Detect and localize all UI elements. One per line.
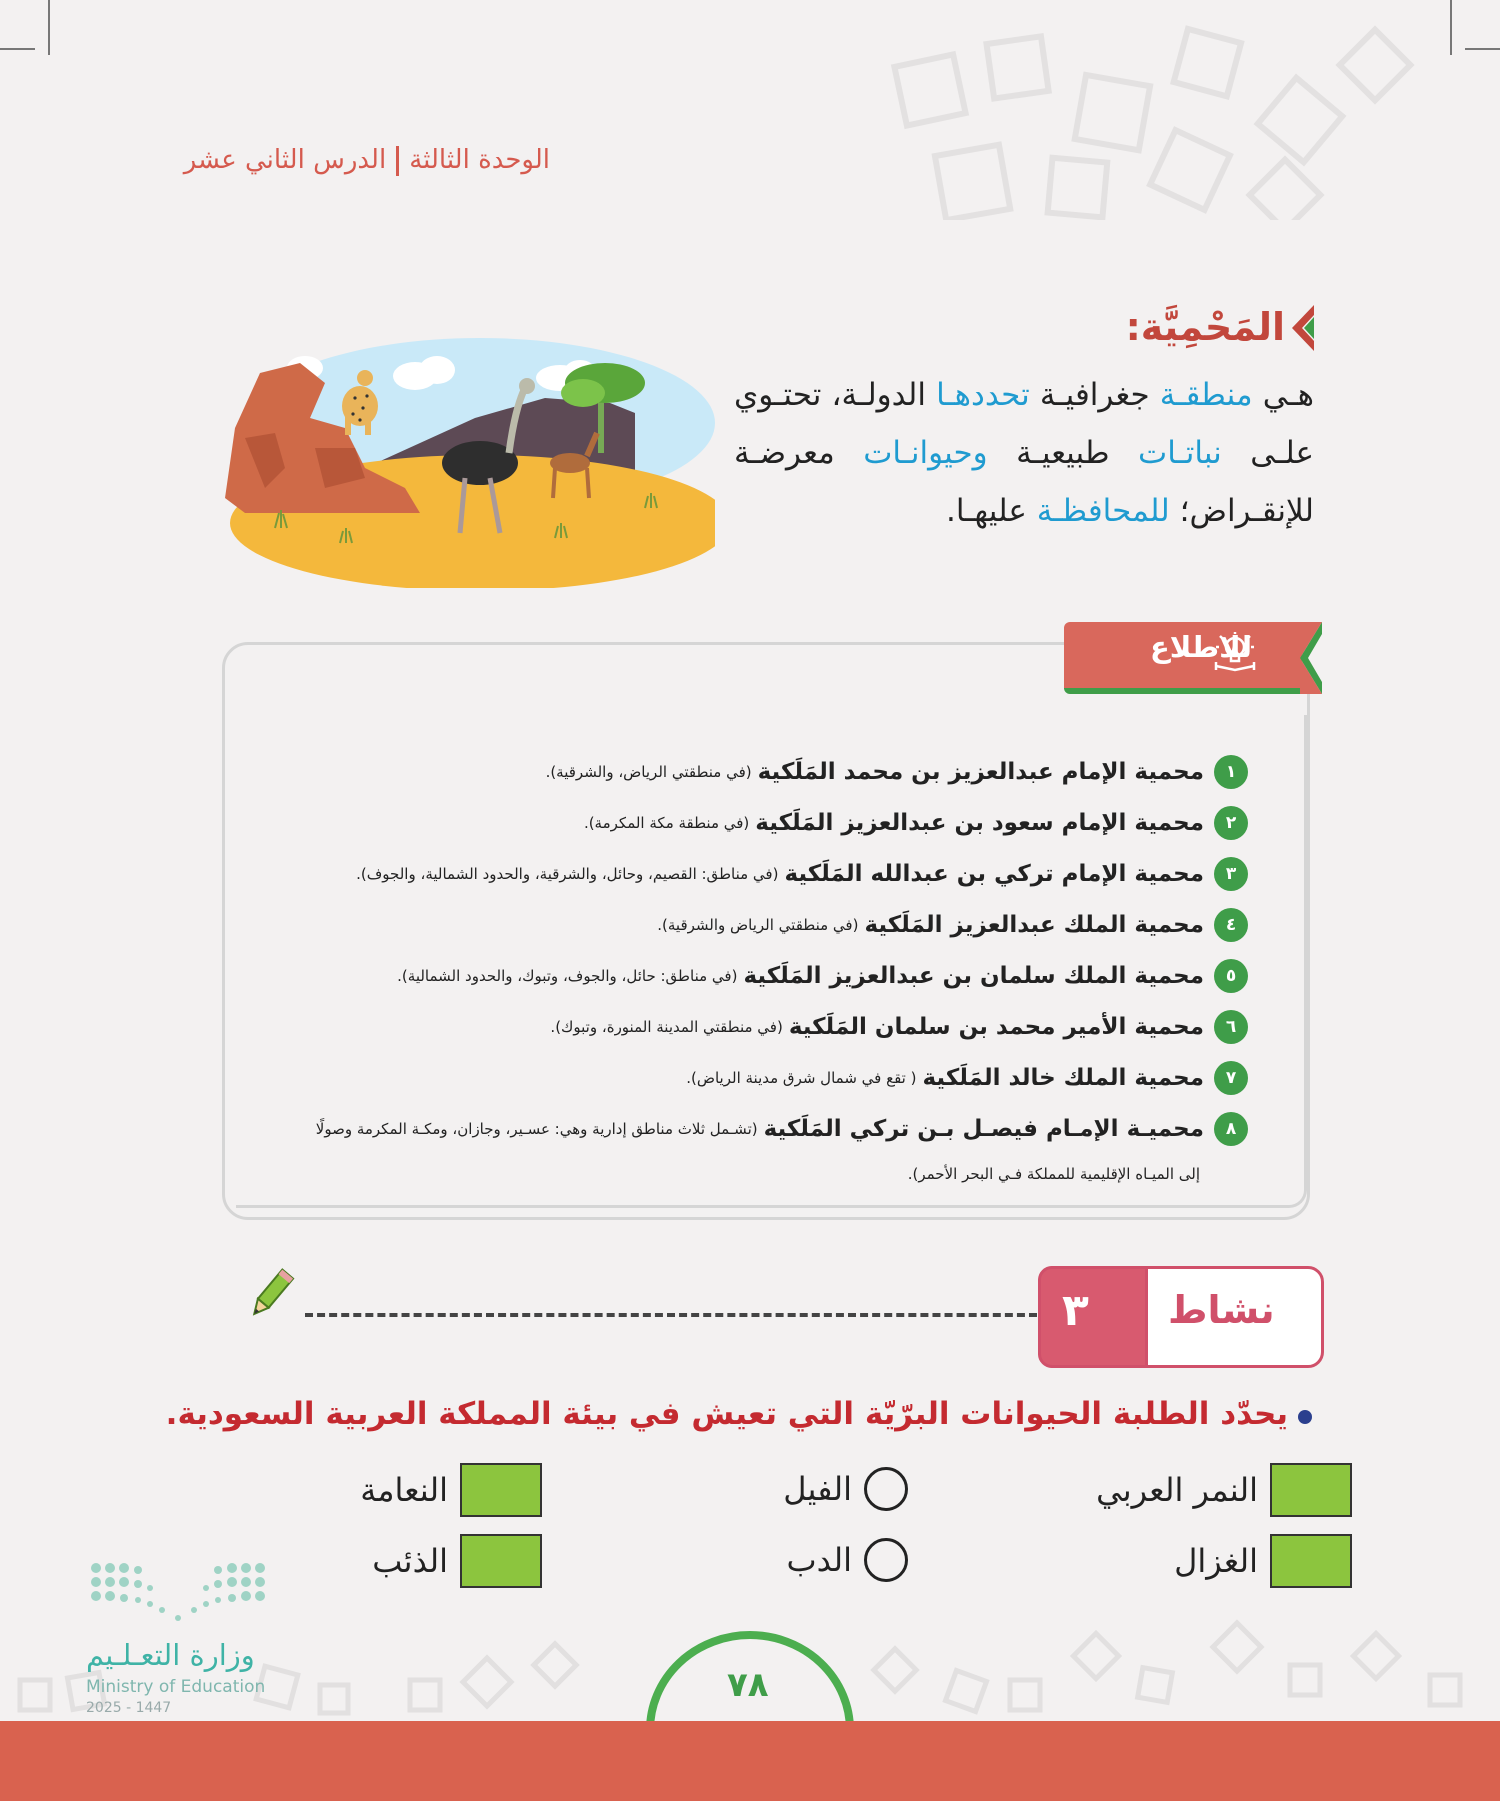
ministry-name-ar: وزارة التعـلـيم — [86, 1638, 255, 1672]
item-number: ٧ — [1214, 1061, 1248, 1095]
reserve-name: محمية الملك عبدالعزيز المَلَكية — [864, 911, 1204, 938]
item-number: ٢ — [1214, 806, 1248, 840]
option-label: الدب — [786, 1541, 852, 1579]
reserve-location: (في مناطق: القصيم، وحائل، والشرقية، والحدود الشمالية، والجوف). — [356, 864, 779, 883]
option-bear[interactable] — [786, 1538, 908, 1582]
checkbox-filled[interactable] — [1270, 1534, 1352, 1588]
reserve-location: (في منطقتي الرياض والشرقية). — [657, 915, 859, 934]
option-arabian-leopard[interactable] — [1096, 1463, 1352, 1517]
def-word: هـي — [1262, 377, 1315, 413]
bullet-icon — [1298, 1410, 1312, 1424]
reserve-location-continuation: إلى الميـاه الإقليمية للمملكة فـي البحر الأحمر). — [907, 1165, 1200, 1183]
list-item — [238, 950, 1248, 1001]
def-word: طبيعيـة — [1016, 435, 1110, 471]
def-word: معرضـة للإنقـراض؛ — [734, 435, 1314, 529]
list-item — [238, 1103, 1248, 1154]
definition-text — [734, 366, 1314, 540]
def-word: عليهـا. — [946, 493, 1027, 529]
desert-reserve-illustration — [215, 338, 715, 588]
activity-number-box — [1038, 1266, 1148, 1368]
dashed-line — [305, 1313, 1037, 1317]
reserve-location: ( تقع في شمال شرق مدينة الرياض). — [686, 1068, 917, 1087]
item-number: ٦ — [1214, 1010, 1248, 1044]
activity-label: نشاط — [1168, 1288, 1275, 1332]
crop-mark — [1450, 0, 1452, 55]
reserve-location: (في منطقتي المدينة المنورة، وتبوك). — [550, 1017, 783, 1036]
reserve-name: محمية الإمام عبدالعزيز بن محمد المَلَكية — [757, 758, 1204, 785]
reserve-name: محمية الإمام تركي بن عبدالله المَلَكية — [784, 860, 1204, 887]
ministry-name-en: Ministry of Education — [86, 1677, 266, 1697]
item-number: ٥ — [1214, 959, 1248, 993]
option-label: الذئب — [372, 1542, 448, 1580]
page-number: ٧٨ — [727, 1665, 769, 1705]
reserve-location: (تشـمل ثلاث مناطق إدارية وهي: عسـير، وجازان، ومكـة المكرمة وصولًا — [315, 1119, 758, 1138]
def-word: جغرافيـة — [1039, 377, 1150, 413]
option-label: الفيل — [783, 1470, 852, 1508]
checkbox-filled[interactable] — [460, 1534, 542, 1588]
def-word: الدولـة، تحتـوي علـى — [734, 377, 1314, 471]
reserve-location: (في منطقتي الرياض، والشرقية). — [545, 762, 752, 781]
checkbox-filled[interactable] — [1270, 1463, 1352, 1517]
ministry-logo-dots — [88, 1560, 268, 1632]
reserve-name: محمية الملك خالد المَلَكية — [922, 1064, 1204, 1091]
option-label: الغزال — [1174, 1542, 1258, 1580]
list-item — [238, 848, 1248, 899]
keyword: منطقـة — [1159, 377, 1253, 413]
option-label: النعامة — [360, 1471, 448, 1509]
reserves-list — [238, 746, 1248, 1154]
crop-mark — [0, 48, 35, 50]
keyword: وحيوانـات — [863, 435, 988, 471]
radio-circle[interactable] — [864, 1538, 908, 1582]
option-gazelle[interactable] — [1174, 1534, 1352, 1588]
option-ostrich[interactable] — [360, 1463, 542, 1517]
info-tab-label: للاطلاع — [1149, 630, 1252, 664]
list-item — [238, 1052, 1248, 1103]
title-arrow-icon — [1292, 305, 1314, 351]
list-item — [238, 1001, 1248, 1052]
reserve-location: (في مناطق: حائل، والجوف، وتبوك، والحدود الشمالية). — [397, 966, 738, 985]
list-item — [238, 797, 1248, 848]
item-number: ٨ — [1214, 1112, 1248, 1146]
footer-band — [0, 1721, 1500, 1801]
list-item — [238, 746, 1248, 797]
crop-mark — [48, 0, 50, 55]
item-number: ١ — [1214, 755, 1248, 789]
tab-arrow-icon — [1300, 622, 1322, 694]
keyword: تحددهـا — [936, 377, 1030, 413]
crop-mark — [1465, 48, 1500, 50]
reserve-location: (في منطقة مكة المكرمة). — [583, 813, 750, 832]
activity-question: يحدّد الطلبة الحيوانات البرّيّة التي تعيش في بيئة المملكة العربية السعودية. — [165, 1396, 1288, 1432]
list-item — [238, 899, 1248, 950]
pencil-icon — [246, 1268, 296, 1320]
option-label: النمر العربي — [1096, 1471, 1258, 1509]
reserve-name: محميـة الإمـام فيصـل بـن تركي المَلَكية — [763, 1115, 1204, 1142]
lesson-header — [184, 145, 550, 176]
radio-circle[interactable] — [864, 1467, 908, 1511]
checkbox-filled[interactable] — [460, 1463, 542, 1517]
keyword: نباتـات — [1138, 435, 1222, 471]
item-number: ٤ — [1214, 908, 1248, 942]
lesson-title: الدرس الثاني عشر — [183, 145, 387, 175]
reserve-name: محمية الأمير محمد بن سلمان المَلَكية — [788, 1013, 1204, 1040]
keyword: للمحافظـة — [1036, 493, 1170, 529]
ministry-year: 2025 - 1447 — [86, 1700, 172, 1716]
header-separator — [396, 146, 399, 176]
item-number: ٣ — [1214, 857, 1248, 891]
decorative-pattern — [880, 20, 1440, 220]
activity-number: ٣ — [1062, 1285, 1089, 1336]
reserve-name: محمية الإمام سعود بن عبدالعزيز المَلَكية — [755, 809, 1204, 836]
option-wolf[interactable] — [372, 1534, 542, 1588]
reserve-name: محمية الملك سلمان بن عبدالعزيز المَلَكية — [743, 962, 1204, 989]
unit-title: الوحدة الثالثة — [409, 145, 550, 175]
option-elephant[interactable] — [783, 1467, 908, 1511]
definition-title: المَحْمِيَّة: — [1125, 305, 1285, 349]
